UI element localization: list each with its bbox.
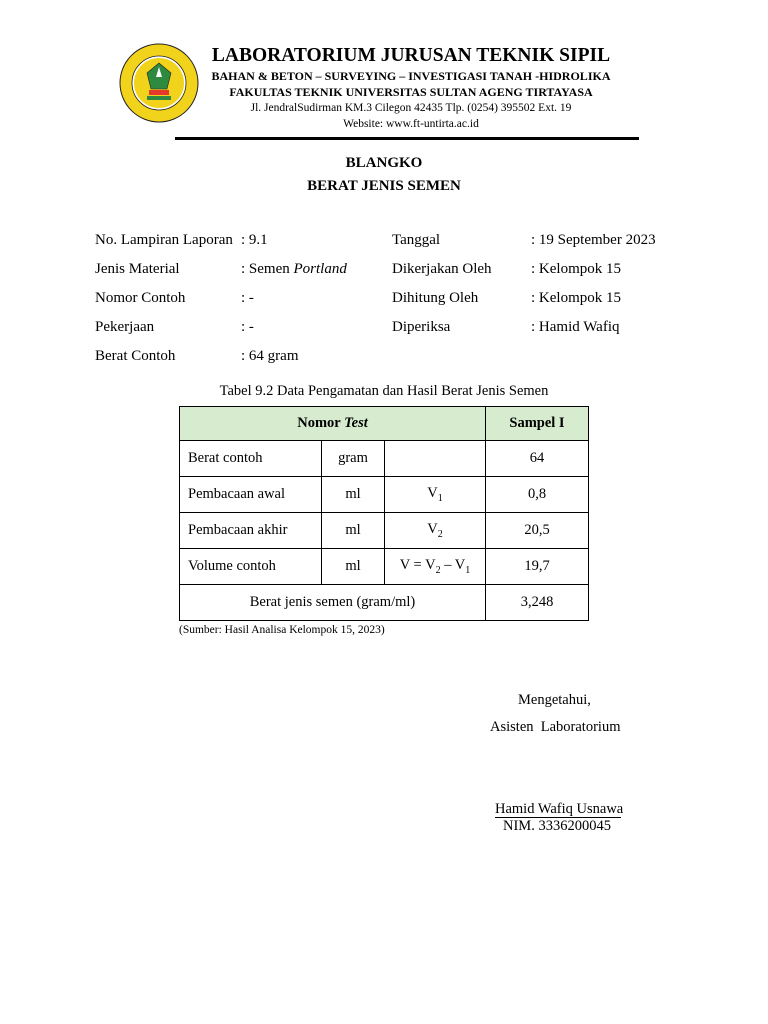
row-unit: gram xyxy=(322,441,385,477)
signature-nim: NIM. 3336200045 xyxy=(503,818,611,834)
row-unit: ml xyxy=(322,549,385,585)
row-symbol: $V_2$ xyxy=(385,513,486,549)
row-value: 20,5 xyxy=(486,513,589,549)
table-source: (Sumber: Hasil Analisa Kelompok 15, 2023) xyxy=(179,624,385,636)
row-symbol: $V_1$ xyxy=(385,477,486,513)
info-tanggal-value: : 19 September 2023 xyxy=(531,232,656,248)
info-material-label: Jenis Material xyxy=(95,261,180,277)
results-table xyxy=(179,406,589,621)
table-row xyxy=(180,441,589,477)
signature-role: Asisten Laboratorium xyxy=(490,719,621,735)
table-result-row xyxy=(180,585,589,621)
doc-title-blangko: BLANGKO xyxy=(345,155,423,171)
signature-name: Hamid Wafiq Usnawa xyxy=(495,801,624,817)
row-symbol xyxy=(385,441,486,477)
table-row xyxy=(180,549,589,585)
info-diperiksa-label: Diperiksa xyxy=(392,319,451,335)
row-unit: ml xyxy=(322,513,385,549)
info-tanggal-label: Tanggal xyxy=(392,232,441,248)
lab-title: LABORATORIUM JURUSAN TEKNIK SIPIL xyxy=(211,45,611,66)
info-contoh-value: : - xyxy=(241,290,254,306)
info-berat-value: : 64 gram xyxy=(241,348,299,364)
lab-divisions: BAHAN & BETON – SURVEYING – INVESTIGASI TANAH -HIDROLIKA xyxy=(211,69,611,83)
lab-address: Jl. JendralSudirman KM.3 Cilegon 42435 Tlp. (0254) 395502 Ext. 19 xyxy=(250,102,572,114)
info-lampiran-value: : 9.1 xyxy=(241,232,268,248)
info-berat-label: Berat Contoh xyxy=(95,348,176,364)
info-dihitung-label: Dihitung Oleh xyxy=(392,290,479,306)
info-contoh-label: Nomor Contoh xyxy=(95,290,186,306)
row-value: 64 xyxy=(486,441,589,477)
table-row xyxy=(180,513,589,549)
info-material-value: : Semen Portland xyxy=(241,261,347,277)
row-value: 19,7 xyxy=(486,549,589,585)
info-diperiksa-value: : Hamid Wafiq xyxy=(531,319,620,335)
info-dikerjakan-label: Dikerjakan Oleh xyxy=(392,261,492,277)
row-value: 0,8 xyxy=(486,477,589,513)
row-label: Berat contoh xyxy=(180,441,322,477)
result-label: Berat jenis semen (gram/ml) xyxy=(180,585,486,621)
table-caption: Tabel 9.2 Data Pengamatan dan Hasil Berat Jenis Semen xyxy=(219,383,549,399)
table-header-row xyxy=(180,407,589,441)
result-value: 3,248 xyxy=(486,585,589,621)
info-pekerjaan-label: Pekerjaan xyxy=(95,319,155,335)
header-sampel: Sampel I xyxy=(486,407,589,441)
info-dihitung-value: : Kelompok 15 xyxy=(531,290,621,306)
signature-mengetahui: Mengetahui, xyxy=(518,692,591,708)
header-divider xyxy=(175,137,639,140)
row-label: Pembacaan awal xyxy=(180,477,322,513)
faculty-name: FAKULTAS TEKNIK UNIVERSITAS SULTAN AGENG TIRTAYASA xyxy=(229,85,593,99)
row-label: Volume contoh xyxy=(180,549,322,585)
row-symbol: $V = V_2 - V_1$ xyxy=(385,549,486,585)
info-pekerjaan-value: : - xyxy=(241,319,254,335)
info-dikerjakan-value: : Kelompok 15 xyxy=(531,261,621,277)
lab-website: Website: www.ft-untirta.ac.id xyxy=(343,118,479,130)
doc-title-main: BERAT JENIS SEMEN xyxy=(307,178,461,194)
header-nomor-test: Nomor Test xyxy=(180,407,486,441)
row-unit: ml xyxy=(322,477,385,513)
table-row xyxy=(180,477,589,513)
row-label: Pembacaan akhir xyxy=(180,513,322,549)
info-lampiran-label: No. Lampiran Laporan xyxy=(95,232,233,248)
